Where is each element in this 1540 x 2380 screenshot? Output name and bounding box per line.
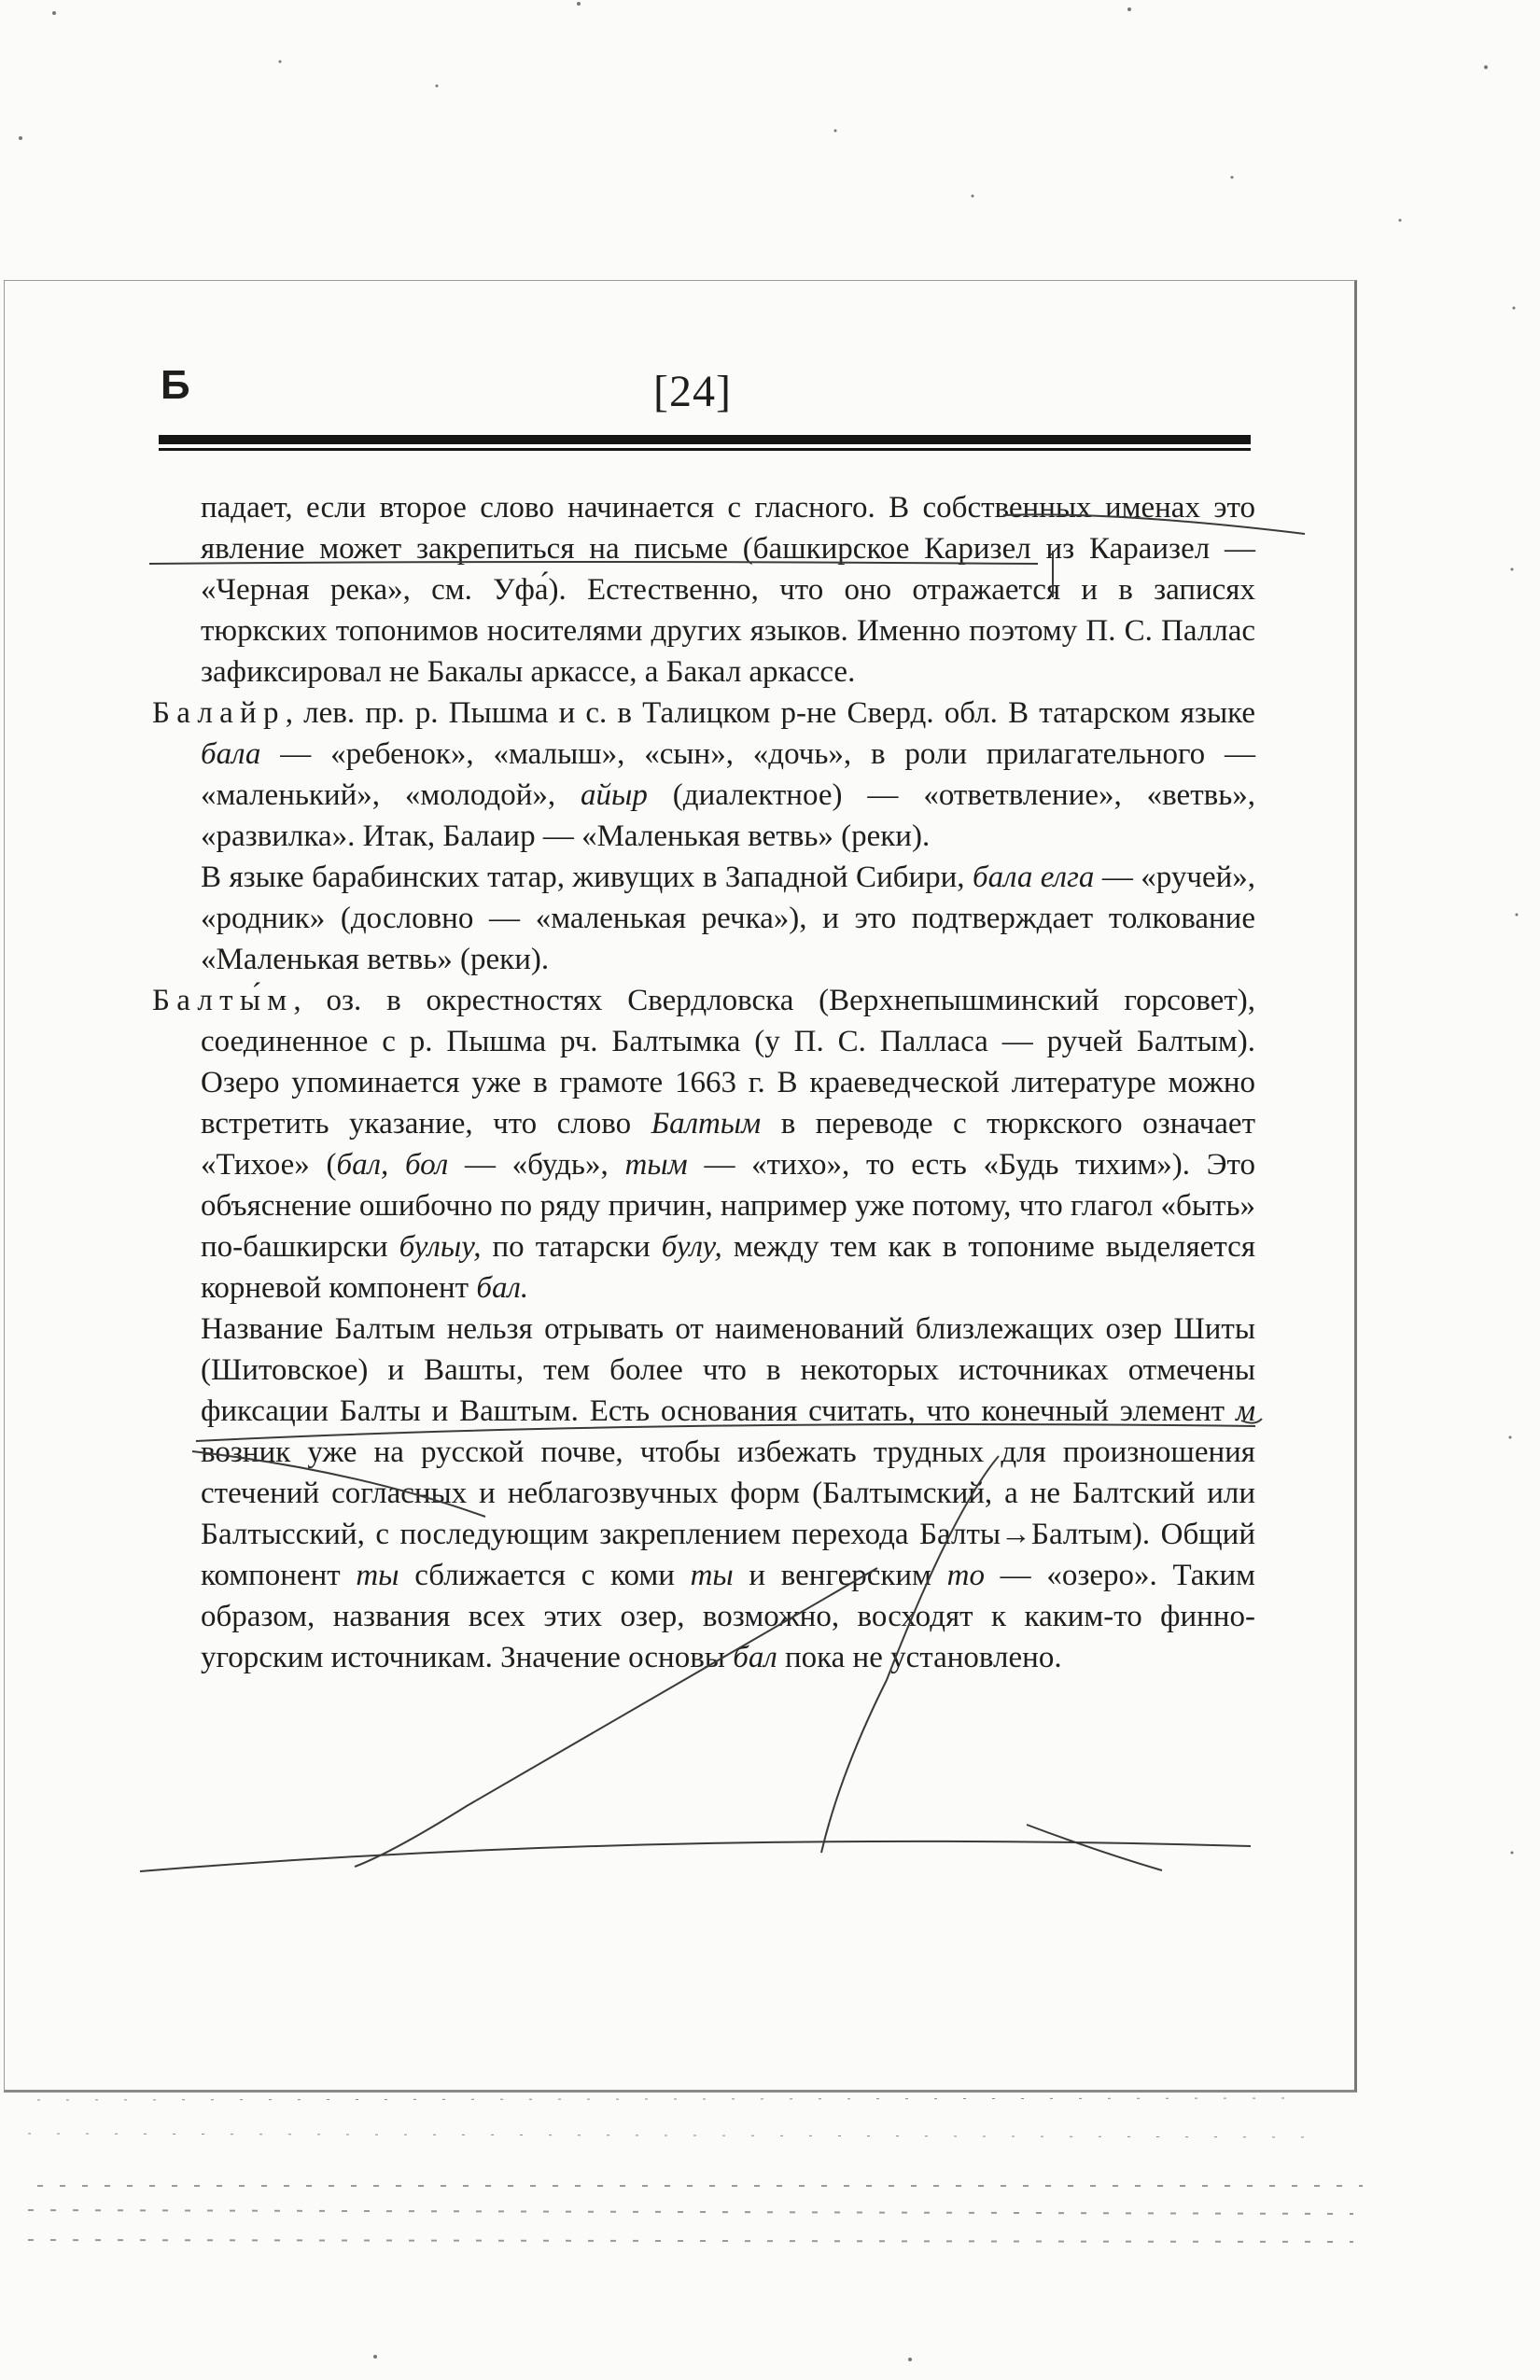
paragraph-continuation: падает, если второе слово начинается с гласного. В собственных именах это явление может закрепиться на письме (башкирское Каризел из Караизел — «Черная река», см. Уфа́). Естественно, что оно отражается и в записях тюркских топонимов носителями других языков. Именно поэтому П. С. Паллас зафиксировал не Бакалы аркассе, а Бакал аркассе. bbox=[201, 491, 1255, 689]
main-text bbox=[152, 487, 1255, 1678]
entry-text: и венгерским bbox=[733, 1559, 947, 1592]
entry-text: — «ручей», «родник» (дословно — «маленькая речка»), и это подтверждает толкование «Маленькая ветвь» (реки). bbox=[201, 861, 1256, 976]
entry-text: по татарски bbox=[481, 1230, 662, 1264]
italic-term: бала елга bbox=[972, 861, 1095, 894]
italic-term: ты bbox=[690, 1559, 734, 1592]
entry-text: , оз. в окрестностях Свердловска (Верхнепышминский горсовет), соединенное с р. Пышма рч. Балтымка (у П. С. Палласа — ручей Балтым). Озеро упоминается уже в грамоте 1663 г. В краеведческой литературе можно встретить указание, что слово bbox=[201, 984, 1255, 1141]
entry-text: В языке барабинских татар, живущих в Западной Сибири, bbox=[201, 861, 973, 894]
italic-term: бал, бол bbox=[336, 1148, 449, 1182]
headword-balair: Балайр bbox=[152, 696, 286, 730]
italic-term: бал bbox=[733, 1641, 777, 1674]
headword-baltym: Балты́м bbox=[152, 984, 294, 1017]
header-rule bbox=[159, 435, 1251, 444]
italic-term: Балтым bbox=[651, 1107, 762, 1141]
entry-text: сближается с коми bbox=[399, 1559, 691, 1592]
header-rule-thin bbox=[159, 448, 1251, 451]
italic-term: то bbox=[946, 1559, 985, 1592]
entry-text: между тем как в топониме выделяется корневой компонент bbox=[201, 1230, 1255, 1305]
entry-baltym bbox=[152, 980, 1255, 1309]
italic-term: тым bbox=[624, 1148, 688, 1182]
entry-text: — «тихо», то есть «Будь тихим»). Это объяснение ошибочно по ряду причин, например уже потому, что глагол «быть» по-башкирски bbox=[201, 1148, 1256, 1264]
entry-text: пока не установлено. bbox=[777, 1641, 1062, 1674]
section-letter: Б bbox=[161, 362, 190, 408]
italic-term: айыр bbox=[581, 778, 648, 812]
italic-term: булу, bbox=[661, 1230, 722, 1264]
entry-baltym-note bbox=[152, 1309, 1255, 1678]
entry-balair-note bbox=[152, 857, 1255, 980]
entry-text: — «будь», bbox=[448, 1148, 625, 1182]
entry-text: — «озеро». Таким образом, названия всех этих озер, возможно, восходят к каким-то финно-угорским источникам. Значение основы bbox=[201, 1559, 1255, 1674]
italic-term: м bbox=[1235, 1394, 1255, 1428]
entry-text: Название Балтым нельзя отрывать от наименований близлежащих озер Шиты (Шитовское) и Вашты, тем более что в некоторых источниках отмечены фиксации Балты и Ваштым. Есть основания считать, что конечный элемент bbox=[201, 1312, 1255, 1428]
page-number: [24] bbox=[653, 367, 732, 416]
italic-term: ты bbox=[356, 1559, 399, 1592]
entry-text: , лев. пр. р. Пышма и с. в Талицком р-не Сверд. обл. В татарском языке bbox=[285, 696, 1255, 730]
entry-text: — «ребенок», «малыш», «сын», «дочь», в роли прилагательного — «маленький», «молодой», bbox=[201, 737, 1255, 812]
italic-term: булыу, bbox=[399, 1230, 482, 1264]
italic-term: бала bbox=[201, 737, 261, 771]
entry-text: в переводе с тюркского означает «Тихое» ( bbox=[201, 1107, 1255, 1182]
entry-text: возник уже на русской почве, чтобы избежать трудных для произношения стечений согласных и неблагозвучных форм (Балтымский, а не Балтский или Балтысский, с последующим закреплением перехода Балты→Балтым). Общий компонент bbox=[201, 1435, 1255, 1592]
italic-term: бал. bbox=[476, 1271, 529, 1305]
entry-balair bbox=[152, 693, 1255, 857]
entry-text: (диалектное) — «ответвление», «ветвь», «развилка». Итак, Балаир — «Маленькая ветвь» (реки). bbox=[201, 778, 1255, 853]
